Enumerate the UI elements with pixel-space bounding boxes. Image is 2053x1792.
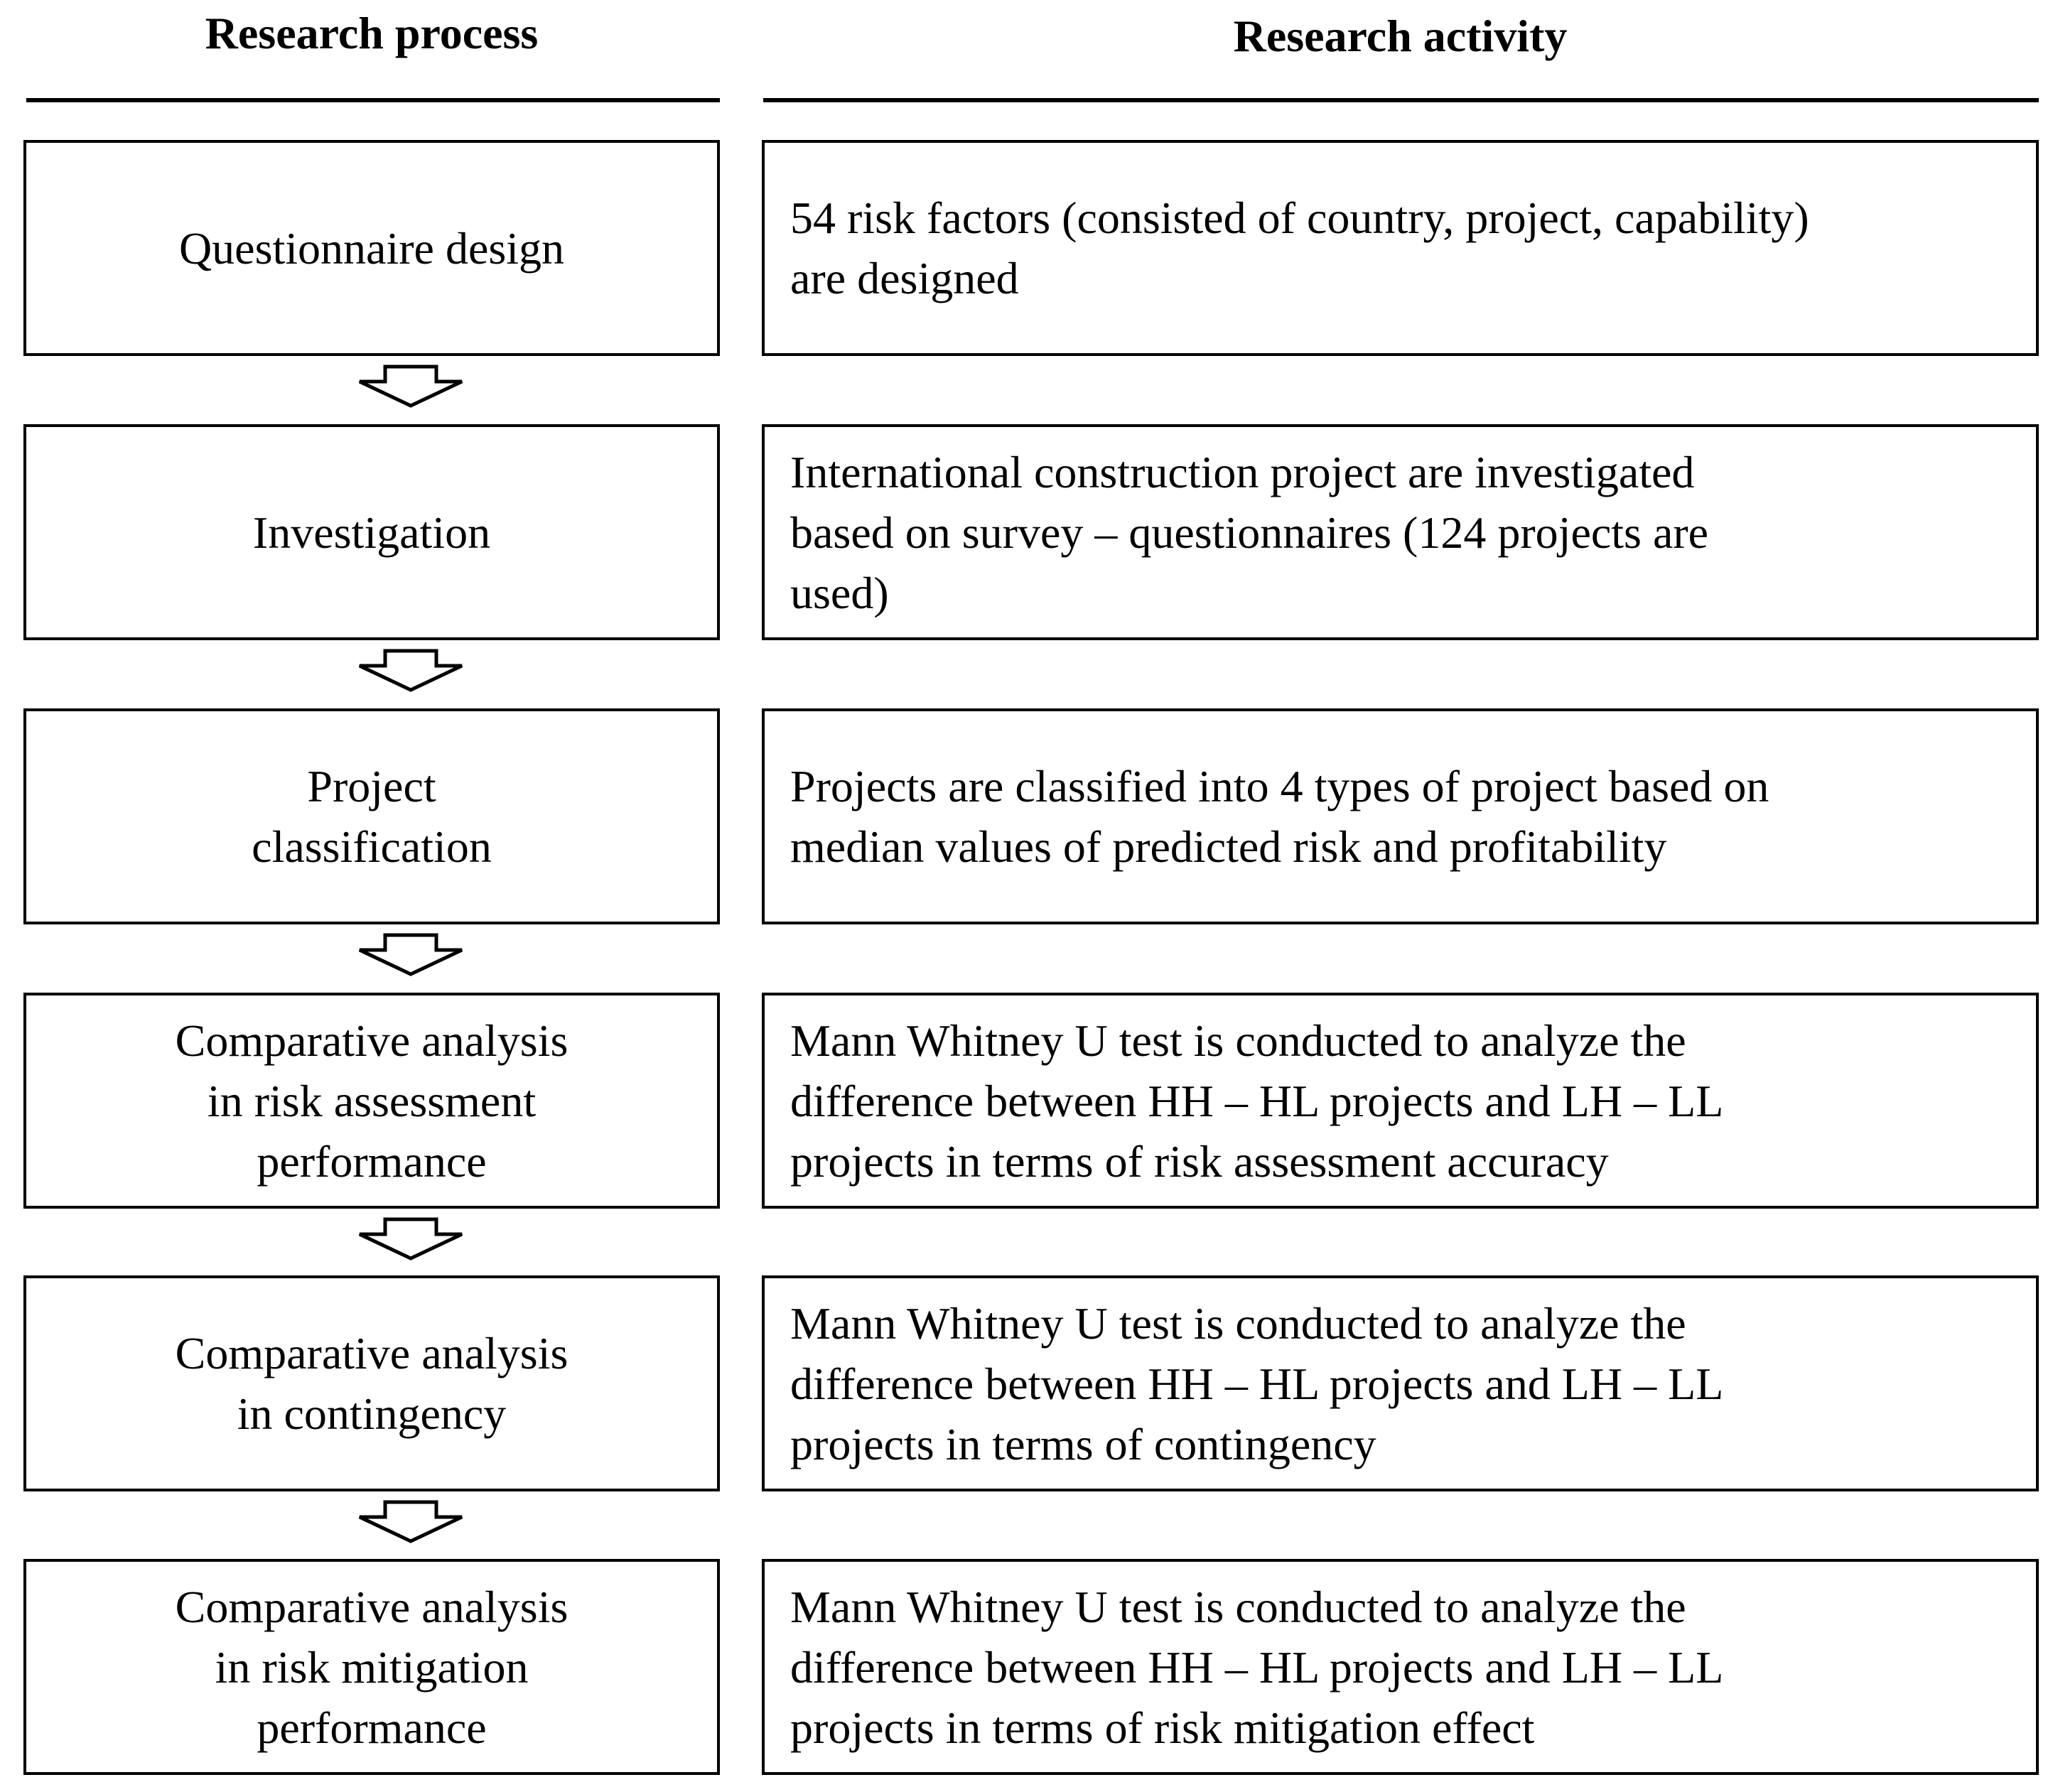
down-arrow-icon [355,365,466,409]
process-step-box [23,424,720,640]
activity-box-text-line: are designed [790,253,1019,303]
process-step-box-text-line: in risk assessment [207,1075,537,1126]
process-step-box-text-line: performance [257,1702,487,1753]
activity-box-text-line: Mann Whitney U test is conducted to analyze the [790,1015,1686,1066]
process-step-box-text-line: Project [307,761,436,811]
activity-box [762,1275,2039,1491]
activity-box-text-line: difference between HH – HL projects and LH – LL [790,1075,1724,1126]
down-arrow-icon [355,933,466,977]
process-step-box-text-line: performance [257,1135,487,1187]
header-research-activity: Research activity [1233,11,1568,61]
process-step-box [23,1275,720,1491]
activity-box [762,140,2039,356]
activity-box-text-line: projects in terms of contingency [790,1418,1376,1469]
down-arrow-icon [355,1500,466,1544]
process-step-box [23,140,720,356]
activity-box-text-line: Mann Whitney U test is conducted to analyze the [790,1297,1686,1349]
process-step-box-text-line: Comparative analysis [175,1581,569,1632]
header-research-process: Research process [205,8,539,58]
process-step-box-text-line: classification [252,821,492,872]
process-step-box-text-line: in risk mitigation [215,1641,529,1693]
activity-box-text-line: projects in terms of risk mitigation effect [790,1702,1535,1753]
activity-box-text-line: Projects are classified into 4 types of project based on [790,761,1769,811]
activity-box-text-line: difference between HH – HL projects and LH – LL [790,1641,1724,1693]
activity-box-text-line: projects in terms of risk assessment accuracy [790,1135,1609,1187]
activity-box-text-line: 54 risk factors (consisted of country, project, capability) [790,193,1809,243]
down-arrow-icon [355,649,466,693]
activity-box-text-line: International construction project are investigated [790,446,1695,497]
process-step-box [23,708,720,924]
process-step-box-text-line: Questionnaire design [178,222,565,274]
activity-box [762,424,2039,640]
activity-box-text-line: median values of predicted risk and profitability [790,821,1667,872]
activity-box-text-line: based on survey – questionnaires (124 projects are [790,507,1709,558]
activity-box [762,993,2039,1209]
activity-box-text-line: difference between HH – HL projects and LH – LL [790,1358,1724,1409]
activity-box-text-line: Mann Whitney U test is conducted to analyze the [790,1581,1686,1632]
header-divider-right [763,98,2039,102]
down-arrow-icon [355,1217,466,1261]
process-step-box-text-line: Comparative analysis [175,1328,569,1378]
process-step-box [23,993,720,1209]
process-step-box-text-line: in contingency [237,1388,507,1439]
header-divider-left [26,98,720,102]
process-step-box-text-line: Comparative analysis [175,1015,569,1066]
activity-box [762,1559,2039,1775]
activity-box [762,708,2039,924]
activity-box-text-line: used) [790,567,889,618]
process-step-box [23,1559,720,1775]
process-step-box-text-line: Investigation [252,507,491,558]
